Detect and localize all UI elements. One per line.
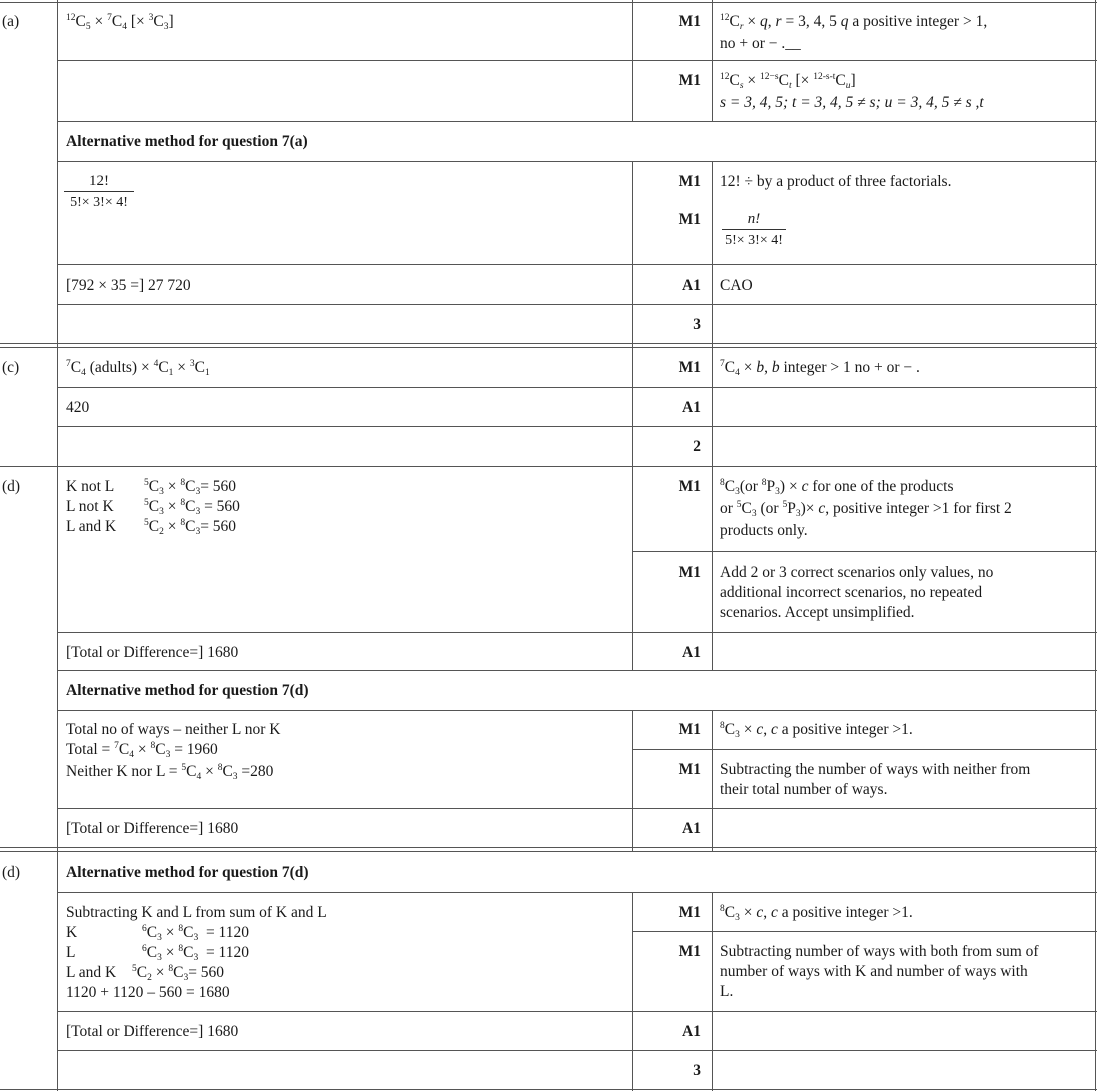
mark-label: M1 <box>678 72 701 89</box>
mark-scheme-page: (a) $^{12}C_5 \times ^7C_4$ [× $^3C_3$] M1 $^{12}C_r \times q$, r = 3, 4, 5 q a positive integer > 1, no + or − .__ M1 $^{12}C_s \times ^{12-s}C_t$ [× $^{12-s-t}C_u$] s = 3, 4, 5; t = 3, 4, 5 ≠ s; u = 3, 4, 5 ≠ s ,t Alternative method for question 7(a) 12! 5!× 3!× 4! M1 12! ÷ by a product of three factorials. M1 n! 5!× 3!× 4! [792 × 35 =] 27 720 A1 CAO 3 (c) $^7C_4$ (adults) × $^4C_1 \times ^3C_1$ M1 $^7C_4 \times b$, b integer > 1 no + or − . 420 A1 2 (d) K not L $^5C_3 \times ^8C_3= 560$ L not K $^5C_3 \times ^8C_3 = 560$ L and K $^5C_2 \times ^8C_3= 560$ M1 $^8C_3(or$ $^8P_3) \times c$ for one of the products or $^5C_3$ (or $^5P_3)\times c$, positive integer >1 for first 2 products only. M1 Add 2 or 3 correct scenarios only values, no additional incorrect scenarios, no repeated scenarios. Accept unsimplified. [Total or Difference=] 1680 A1 Alternative method for question 7(d) Total no of ways – neither L nor K Total = $^7C_4 \times ^8C_3 = 1960$ Neither K nor $L = ^5C_4 \times ^8C_3 =280$ M1 $^8C_3 \times c$, c a positive integer >1. M1 Subtracting the number of ways with neither from their total number of ways. [Total or Difference=] 1680 A1 (d) Alternative method for question 7(d) Subtracting K and L from sum of K and L K $^6C_3 \times ^8C_3 = 1120$ L $^6C_3 \times ^8C_3 = 1120$ L and K $^5C_2 \times ^8C_3= 560$ 1120 + 1120 – 560 = 1680 M1 $^8C_3 \times c$, c a positive integer >1. M1 Subtracting number of ways with both from sum of number of ways with K and number of ways with L. [Total or Difference=] 1680 A1 3 <box>0 0 1100 1091</box>
mark-label: A1 <box>682 1023 701 1040</box>
total-marks-c: 2 <box>693 438 701 455</box>
mark-label: M1 <box>678 721 701 738</box>
mark-label: A1 <box>682 277 701 294</box>
row-divider <box>57 60 1097 61</box>
part-label-a: (a) <box>2 13 20 30</box>
scenario-row: K $^6C_3 \times ^8C_3 = 1120$ <box>66 924 249 943</box>
row-divider <box>57 264 1097 265</box>
note-a-2: $^{12}C_s \times ^{12-s}C_t$ [× $^{12-s-t}C_u$] s = 3, 4, 5; t = 3, 4, 5 ≠ s; u = 3, 4, 5 ≠ s ,t <box>720 72 984 111</box>
mark-label: M1 <box>678 478 701 495</box>
section-divider <box>0 847 1097 848</box>
row-divider <box>57 808 1097 809</box>
column-divider-mark <box>632 892 633 1091</box>
row-divider <box>632 749 1097 750</box>
total-marks-a: 3 <box>693 316 701 333</box>
row-divider <box>57 387 1097 388</box>
row-divider <box>57 670 1097 671</box>
column-divider-notes <box>712 161 713 670</box>
scenario-row: K not L $^5C_3 \times ^8C_3= 560$ <box>66 478 237 497</box>
mark-label: M1 <box>678 904 701 921</box>
mark-label: M1 <box>678 564 701 581</box>
section-divider <box>0 851 1097 852</box>
row-divider <box>57 161 1097 162</box>
mark-label: M1 <box>678 13 701 30</box>
answer-a: [792 × 35 =] 27 720 <box>66 277 191 294</box>
note-c-1: $^7C_4 \times b$, b integer > 1 no + or − . <box>720 359 920 378</box>
mark-label: M1 <box>678 211 701 228</box>
alt-note-d-1: $^8C_3 \times c$, c a positive integer >1. <box>720 721 913 740</box>
mark-label: M1 <box>678 943 701 960</box>
row-divider <box>57 892 1097 893</box>
section-divider <box>0 466 1097 467</box>
note-d-2: Add 2 or 3 correct scenarios only values, no additional incorrect scenarios, no repeated scenarios. Accept unsimplified. <box>720 564 994 621</box>
section-divider <box>0 347 1097 348</box>
row-divider <box>57 1011 1097 1012</box>
row-divider <box>57 304 1097 305</box>
alt-note-a-1: 12! ÷ by a product of three factorials. <box>720 173 952 190</box>
row-divider <box>632 931 1097 932</box>
part-label-d: (d) <box>2 864 21 881</box>
answer-d: [Total or Difference=] 1680 <box>66 644 239 661</box>
row-divider <box>57 121 1097 122</box>
answer-note-a: CAO <box>720 277 753 294</box>
mark-label: A1 <box>682 820 701 837</box>
fraction-n-factorial: n! 5!× 3!× 4! <box>722 210 786 250</box>
alt-answer-d: [Total or Difference=] 1680 <box>66 820 239 837</box>
part-label-d: (d) <box>2 478 21 495</box>
row-divider <box>0 2 1097 3</box>
scenario-row: L and K $^5C_2 \times ^8C_3= 560$ <box>66 964 225 983</box>
alt-method-heading-7a: Alternative method for question 7(a) <box>66 133 308 150</box>
column-divider-notes <box>712 710 713 852</box>
column-divider-notes <box>712 892 713 1091</box>
row-divider <box>57 1050 1097 1051</box>
fraction-12-factorial: 12! 5!× 3!× 4! <box>64 172 134 212</box>
row-divider <box>57 426 1097 427</box>
mark-label: A1 <box>682 644 701 661</box>
working-a-combination: $^{12}C_5 \times ^7C_4$ [× $^3C_3$] <box>66 13 174 32</box>
table-right-border <box>1095 0 1096 1091</box>
note-a-1: $^{12}C_r \times q$, r = 3, 4, 5 q a positive integer > 1, no + or − .__ <box>720 13 988 52</box>
row-divider <box>632 551 1097 552</box>
mark-label: M1 <box>678 173 701 190</box>
row-divider <box>57 710 1097 711</box>
row-divider <box>0 1089 1097 1090</box>
mark-label: M1 <box>678 761 701 778</box>
answer-c: 420 <box>66 399 90 416</box>
alt-working-d: Total no of ways – neither L nor K Total = $^7C_4 \times ^8C_3 = 1960$ Neither K nor $L = ^5C_4 \times ^8C_3 =280$ <box>66 721 281 782</box>
alt-note-d-2: Subtracting the number of ways with neither from their total number of ways. <box>720 761 1031 798</box>
total-marks-d: 3 <box>693 1062 701 1079</box>
scenario-row: L $^6C_3 \times ^8C_3 = 1120$ <box>66 944 249 963</box>
part-label-c: (c) <box>2 359 20 376</box>
scenario-row: L and K $^5C_2 \times ^8C_3= 560$ <box>66 518 237 537</box>
column-divider-mark <box>632 710 633 852</box>
note-d-1: $^8C_3(or$ $^8P_3) \times c$ for one of the products or $^5C_3$ (or $^5P_3)\times c$, positive integer >1 for first 2 products only. <box>720 478 1012 539</box>
note-d2-2: Subtracting number of ways with both from sum of number of ways with K and number of ways with L. <box>720 943 1039 1000</box>
column-divider-mark <box>632 161 633 670</box>
working-c: $^7C_4$ (adults) × $^4C_1 \times ^3C_1$ <box>66 359 210 378</box>
row-divider <box>57 632 1097 633</box>
mark-label: A1 <box>682 399 701 416</box>
answer-d2: [Total or Difference=] 1680 <box>66 1023 239 1040</box>
alt-method-heading-7d: Alternative method for question 7(d) <box>66 682 309 699</box>
column-divider-part <box>57 0 58 1091</box>
note-d2-1: $^8C_3 \times c$, c a positive integer >1. <box>720 904 913 923</box>
scenario-row: L not K $^5C_3 \times ^8C_3 = 560$ <box>66 498 240 517</box>
mark-label: M1 <box>678 359 701 376</box>
section-divider <box>0 343 1097 344</box>
alt-method-heading-7d: Alternative method for question 7(d) <box>66 864 309 881</box>
